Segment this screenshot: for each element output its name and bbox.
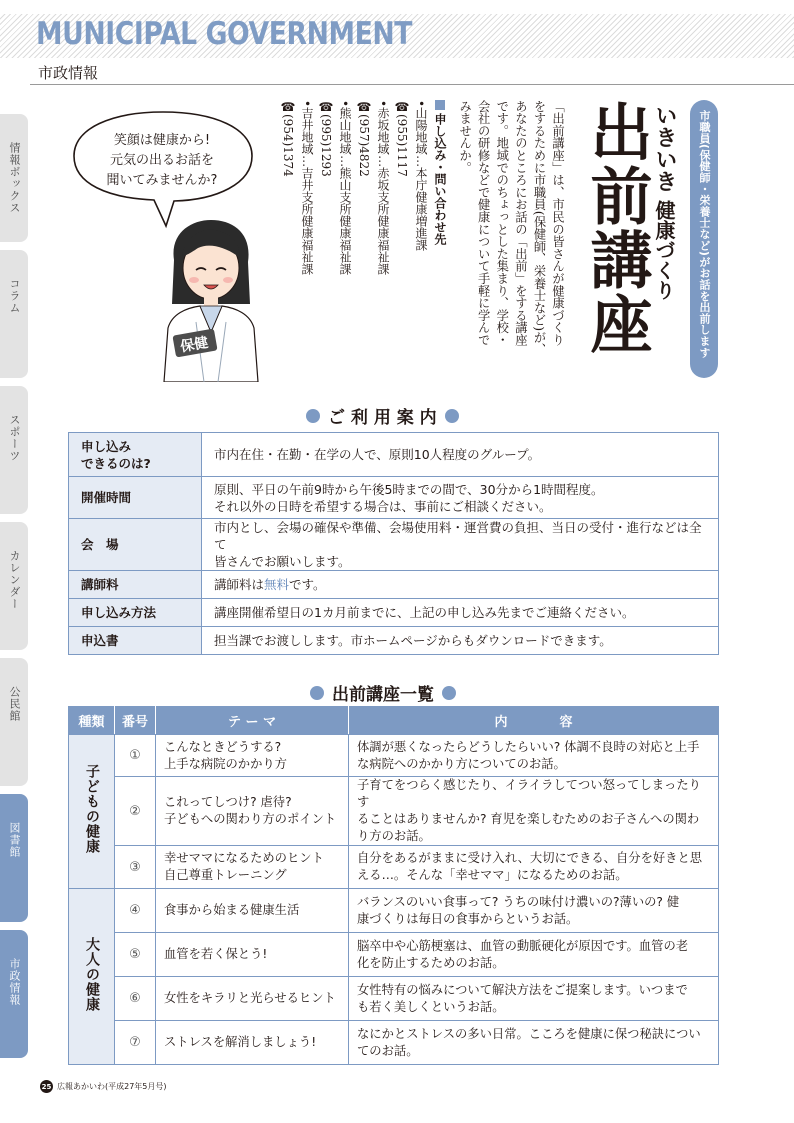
column-header: テ ー マ — [156, 707, 349, 735]
tab-column[interactable] — [0, 250, 28, 378]
tab-calendar[interactable] — [0, 522, 28, 650]
course-description: 体調が悪くなったらどうしたらいい? 体調不良時の対応と上手 な病院へのかかり方についてのお話。 — [349, 735, 719, 777]
bullet-dot-icon — [306, 409, 320, 423]
pill-text: 市職員(保健師・栄養士など)がお話を出前します — [698, 110, 711, 358]
bubble-text — [78, 131, 246, 191]
tab-label: 図書館 — [8, 822, 21, 858]
armband-label: 保健 — [179, 334, 210, 356]
table-row — [69, 889, 719, 933]
guide-row — [69, 519, 719, 571]
contact-tel: ☎(954)1374 — [281, 100, 295, 177]
tab-library[interactable] — [0, 794, 28, 922]
contact-heading — [430, 100, 449, 380]
guide-label: 申し込み方法 — [69, 599, 202, 627]
course-number: ② — [115, 777, 156, 846]
guide-heading-text: ご 利 用 案 内 — [328, 408, 437, 428]
table-row — [69, 1021, 719, 1065]
guide-value: 市内在住・在勤・在学の人で、原則10人程度のグループ。 — [202, 433, 719, 477]
guide-row — [69, 477, 719, 519]
intro-line: あなたのところにお話の「出前」をする講座 — [513, 100, 528, 346]
course-description: なにかとストレスの多い日常。こころを健康に保つ秘訣につい てのお話。 — [349, 1021, 719, 1065]
table-row — [69, 846, 719, 889]
course-number: ⑦ — [115, 1021, 156, 1065]
intro-line: をするために市職員(保健師、栄養士など)が、 — [531, 100, 546, 356]
guide-label: 申込書 — [69, 627, 202, 655]
publication-name: 広報あかいわ(平成27年5月号) — [57, 1082, 167, 1091]
contact-tel: ☎(995)1293 — [319, 100, 333, 177]
contact-area: •山陽地域…本庁健康増進課 — [414, 100, 428, 252]
fee-text: 講師料は — [214, 577, 265, 592]
course-number: ⑥ — [115, 977, 156, 1021]
page-footer — [40, 1080, 167, 1093]
tab-sports[interactable] — [0, 386, 28, 514]
course-table-header — [69, 707, 719, 735]
category-cell — [69, 889, 115, 1065]
table-row — [69, 777, 719, 846]
guide-heading — [306, 403, 459, 428]
contact-heading-text: 申し込み・問い合わせ先 — [433, 113, 447, 245]
contact-area: •赤坂地域…赤坂支所健康福祉課 — [376, 100, 390, 276]
contact-area: •熊山地域…熊山支所健康福祉課 — [338, 100, 352, 276]
nurse-illustration — [156, 212, 266, 382]
course-table — [68, 706, 719, 1065]
free-highlight: 無料 — [264, 577, 290, 592]
tab-municipal-info[interactable] — [0, 930, 28, 1058]
table-row — [69, 977, 719, 1021]
guide-value: 担当課でお渡しします。市ホームページからもダウンロードできます。 — [202, 627, 719, 655]
guide-label: 講師料 — [69, 571, 202, 599]
column-header: 種類 — [69, 707, 115, 735]
column-header: 内 容 — [349, 707, 719, 735]
section-subtitle: 市政情報 — [38, 64, 99, 82]
bubble-line: 元気の出るお話を — [109, 153, 214, 168]
staff-pill-label — [690, 100, 718, 378]
course-number: ④ — [115, 889, 156, 933]
category-label: 子どもの健康 — [84, 764, 100, 854]
guide-label: 申し込み できるのは? — [69, 433, 202, 477]
guide-row — [69, 433, 719, 477]
bullet-dot-icon — [445, 409, 459, 423]
course-theme: 食事から始まる健康生活 — [156, 889, 349, 933]
category-cell — [69, 735, 115, 889]
guide-value — [202, 571, 719, 599]
course-description: 自分をあるがままに受け入れ、大切にできる、自分を好きと思 える…。そんな「幸せママ」になるためのお話。 — [349, 846, 719, 889]
course-description: バランスのいい食事って? うちの味付け濃いの?薄いの? 健 康づくりは毎日の食事からというお話。 — [349, 889, 719, 933]
guide-table — [68, 432, 719, 655]
course-theme: ストレスを解消しましょう! — [156, 1021, 349, 1065]
guide-value: 市内とし、会場の確保や準備、会場使用料・運営費の負担、当日の受付・進行などは全て 皆さんでお願いします。 — [202, 519, 719, 571]
table-row — [69, 735, 719, 777]
tab-label: カレンダー — [8, 550, 21, 610]
header-divider — [30, 84, 794, 85]
kicker-a: いきいき — [652, 104, 677, 192]
guide-value: 原則、平日の午前9時から午後5時までの間で、30分から1時間程度。 それ以外の日時を希望する場合は、事前にご相談ください。 — [202, 477, 719, 519]
course-theme: 血管を若く保とう! — [156, 933, 349, 977]
tab-label: 市政情報 — [8, 958, 21, 1006]
list-heading — [310, 680, 456, 705]
tab-info-box[interactable] — [0, 114, 28, 242]
square-bullet-icon — [435, 100, 445, 110]
feature-kicker — [653, 104, 675, 300]
guide-row — [69, 599, 719, 627]
contact-tel: ☎(957)4822 — [357, 100, 371, 177]
guide-value: 講座開催希望日の1カ月前までに、上記の申し込み先までご連絡ください。 — [202, 599, 719, 627]
contact-area: •吉井地域…吉井支所健康福祉課 — [300, 100, 314, 276]
bubble-line: 笑顔は健康から! — [113, 133, 211, 148]
tab-label: スポーツ — [8, 414, 21, 462]
contact-tel: ☎(955)1117 — [395, 100, 409, 177]
bullet-dot-icon — [442, 686, 456, 700]
list-heading-text: 出前講座一覧 — [332, 685, 434, 705]
course-description: 脳卒中や心筋梗塞は、血管の動脈硬化が原因です。血管の老 化を防止するためのお話。 — [349, 933, 719, 977]
tab-label: 情報ボックス — [8, 142, 21, 214]
feature-title: 出前講座 — [580, 100, 653, 356]
page-title: MUNICIPAL GOVERNMENT — [36, 16, 413, 52]
tab-label: コラム — [8, 278, 21, 314]
course-description: 子育てをつらく感じたり、イライラしてつい怒ってしまったりす ることはありませんか? 育児を楽しむためのお子さんへの関わ り方のお話。 — [349, 777, 719, 846]
column-header: 番号 — [115, 707, 156, 735]
course-theme: 女性をキラリと光らせるヒント — [156, 977, 349, 1021]
course-theme: 幸せママになるためのヒント 自己尊重トレーニング — [156, 846, 349, 889]
page-number: 25 — [40, 1080, 53, 1093]
intro-line: 「出前講座」は、市民の皆さんが健康づくり — [550, 100, 565, 346]
tab-community-hall[interactable] — [0, 658, 28, 786]
bubble-line: 聞いてみませんか? — [106, 173, 218, 188]
intro-line: 会社の研修などで健康について手軽に学んで — [476, 100, 491, 346]
course-number: ⑤ — [115, 933, 156, 977]
guide-row — [69, 571, 719, 599]
fee-text-end: です。 — [289, 577, 326, 592]
intro-line: みませんか。 — [457, 100, 472, 174]
guide-label: 会 場 — [69, 519, 202, 571]
course-theme: こんなときどうする? 上手な病院のかかり方 — [156, 735, 349, 777]
bullet-dot-icon — [310, 686, 324, 700]
contact-block — [278, 100, 449, 380]
table-row — [69, 933, 719, 977]
course-theme: これってしつけ? 虐待? 子どもへの関わり方のポイント — [156, 777, 349, 846]
guide-row — [69, 627, 719, 655]
course-number: ③ — [115, 846, 156, 889]
kicker-b: 健康づくり — [652, 200, 676, 300]
intro-paragraph — [455, 100, 567, 370]
course-description: 女性特有の悩みについて解決方法をご提案します。いつまで も若く美しくというお話。 — [349, 977, 719, 1021]
intro-line: です。地域でのちょっとした集まり、学校・ — [494, 100, 509, 346]
category-label: 大人の健康 — [84, 936, 100, 1012]
guide-label: 開催時間 — [69, 477, 202, 519]
tab-label: 公民館 — [8, 686, 21, 722]
course-number: ① — [115, 735, 156, 777]
